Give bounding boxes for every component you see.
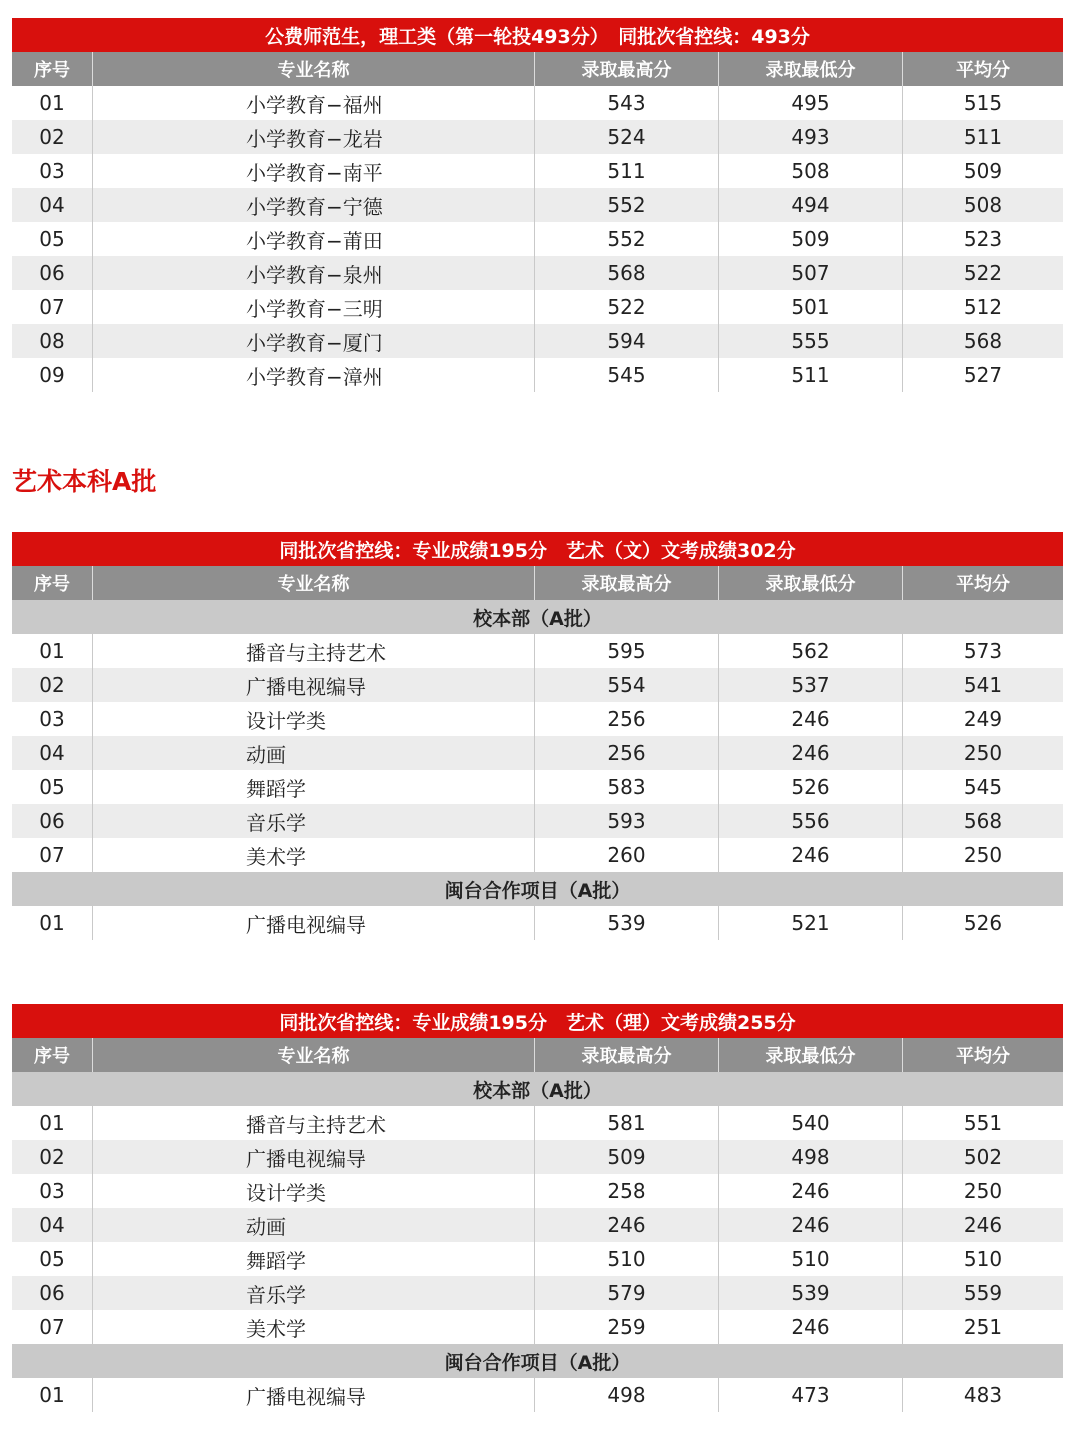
cell-index: 09 (39, 363, 65, 387)
cell-min: 510 (718, 1242, 902, 1276)
header-index: 序号 (34, 574, 70, 595)
cell-major: 动画 (92, 1208, 534, 1242)
cell-index: 07 (39, 295, 65, 319)
cell-avg: 523 (902, 222, 1063, 256)
cell-max: 594 (534, 324, 718, 358)
header-max: 录取最高分 (534, 1038, 718, 1072)
cell-max: 552 (534, 188, 718, 222)
header-min: 录取最低分 (718, 566, 902, 600)
table-row (12, 668, 1063, 702)
cell-avg: 511 (902, 120, 1063, 154)
cell-major: 小学教育−三明 (92, 290, 534, 324)
table-banner: 公费师范生，理工类（第一轮投493分） 同批次省控线：493分 (12, 18, 1063, 52)
cell-min: 539 (718, 1276, 902, 1310)
group-heading: 校本部（A批） (12, 600, 1063, 634)
table-row (12, 222, 1063, 256)
cell-min: 562 (718, 634, 902, 668)
table-row (12, 154, 1063, 188)
cell-major: 舞蹈学 (92, 1242, 534, 1276)
cell-index: 07 (39, 843, 65, 867)
cell-avg: 251 (902, 1310, 1063, 1344)
cell-index: 06 (39, 261, 65, 285)
table-row (12, 702, 1063, 736)
cell-max: 510 (534, 1242, 718, 1276)
cell-index: 05 (39, 775, 65, 799)
cell-major: 音乐学 (92, 804, 534, 838)
cell-avg: 509 (902, 154, 1063, 188)
cell-index: 01 (39, 91, 65, 115)
cell-avg: 559 (902, 1276, 1063, 1310)
cell-max: 545 (534, 358, 718, 392)
cell-index: 02 (39, 673, 65, 697)
table-row (12, 906, 1063, 940)
cell-avg: 483 (902, 1378, 1063, 1412)
cell-min: 498 (718, 1140, 902, 1174)
cell-major: 小学教育−龙岩 (92, 120, 534, 154)
table-row (12, 736, 1063, 770)
table-row (12, 1310, 1063, 1344)
cell-major: 设计学类 (92, 702, 534, 736)
cell-min: 246 (718, 1310, 902, 1344)
cell-major: 播音与主持艺术 (92, 634, 534, 668)
cell-index: 02 (39, 125, 65, 149)
table-row (12, 256, 1063, 290)
cell-min: 501 (718, 290, 902, 324)
cell-major: 小学教育−南平 (92, 154, 534, 188)
cell-min: 511 (718, 358, 902, 392)
header-avg: 平均分 (902, 1038, 1063, 1072)
cell-max: 579 (534, 1276, 718, 1310)
cell-major: 音乐学 (92, 1276, 534, 1310)
table-banner: 同批次省控线：专业成绩195分 艺术（理）文考成绩255分 (12, 1004, 1063, 1038)
cell-avg: 502 (902, 1140, 1063, 1174)
cell-min: 526 (718, 770, 902, 804)
cell-max: 498 (534, 1378, 718, 1412)
table-row (12, 770, 1063, 804)
cell-avg: 522 (902, 256, 1063, 290)
cell-max: 258 (534, 1174, 718, 1208)
cell-major: 舞蹈学 (92, 770, 534, 804)
cell-avg: 515 (902, 86, 1063, 120)
section-title: 艺术本科A批 (12, 467, 157, 496)
header-max: 录取最高分 (534, 566, 718, 600)
table-header-row (12, 566, 1063, 600)
cell-min: 246 (718, 736, 902, 770)
header-min: 录取最低分 (718, 52, 902, 86)
table-row (12, 1174, 1063, 1208)
table-row (12, 634, 1063, 668)
cell-max: 595 (534, 634, 718, 668)
table-row (12, 120, 1063, 154)
cell-min: 246 (718, 702, 902, 736)
cell-max: 581 (534, 1106, 718, 1140)
cell-index: 03 (39, 1179, 65, 1203)
cell-max: 568 (534, 256, 718, 290)
cell-avg: 568 (902, 324, 1063, 358)
cell-index: 01 (39, 1383, 65, 1407)
table-row (12, 1208, 1063, 1242)
table-teacher-training (12, 18, 1063, 392)
cell-max: 522 (534, 290, 718, 324)
table-header-row (12, 1038, 1063, 1072)
header-max: 录取最高分 (534, 52, 718, 86)
cell-min: 556 (718, 804, 902, 838)
cell-index: 04 (39, 1213, 65, 1237)
cell-min: 540 (718, 1106, 902, 1140)
header-index: 序号 (34, 1046, 70, 1067)
cell-max: 554 (534, 668, 718, 702)
cell-avg: 573 (902, 634, 1063, 668)
cell-major: 美术学 (92, 1310, 534, 1344)
cell-min: 493 (718, 120, 902, 154)
cell-index: 05 (39, 1247, 65, 1271)
cell-max: 552 (534, 222, 718, 256)
cell-avg: 246 (902, 1208, 1063, 1242)
cell-avg: 551 (902, 1106, 1063, 1140)
cell-max: 259 (534, 1310, 718, 1344)
cell-max: 539 (534, 906, 718, 940)
table-row (12, 358, 1063, 392)
cell-index: 01 (39, 1111, 65, 1135)
table-row (12, 324, 1063, 358)
group-heading: 闽台合作项目（A批） (12, 872, 1063, 906)
table-row (12, 804, 1063, 838)
cell-min: 537 (718, 668, 902, 702)
cell-index: 04 (39, 193, 65, 217)
table-header-row (12, 52, 1063, 86)
cell-major: 小学教育−泉州 (92, 256, 534, 290)
cell-major: 播音与主持艺术 (92, 1106, 534, 1140)
header-avg: 平均分 (902, 566, 1063, 600)
cell-avg: 527 (902, 358, 1063, 392)
cell-max: 583 (534, 770, 718, 804)
header-major: 专业名称 (92, 52, 534, 86)
cell-max: 256 (534, 736, 718, 770)
table-row (12, 290, 1063, 324)
cell-min: 507 (718, 256, 902, 290)
header-min: 录取最低分 (718, 1038, 902, 1072)
cell-max: 509 (534, 1140, 718, 1174)
cell-min: 508 (718, 154, 902, 188)
cell-major: 动画 (92, 736, 534, 770)
cell-avg: 541 (902, 668, 1063, 702)
cell-min: 473 (718, 1378, 902, 1412)
cell-major: 美术学 (92, 838, 534, 872)
cell-major: 小学教育−漳州 (92, 358, 534, 392)
cell-avg: 250 (902, 1174, 1063, 1208)
table-row (12, 188, 1063, 222)
header-avg: 平均分 (902, 52, 1063, 86)
cell-index: 06 (39, 1281, 65, 1305)
cell-index: 05 (39, 227, 65, 251)
table-row (12, 1276, 1063, 1310)
cell-min: 555 (718, 324, 902, 358)
cell-avg: 512 (902, 290, 1063, 324)
cell-index: 04 (39, 741, 65, 765)
cell-min: 246 (718, 838, 902, 872)
cell-index: 02 (39, 1145, 65, 1169)
cell-max: 246 (534, 1208, 718, 1242)
cell-min: 521 (718, 906, 902, 940)
cell-major: 小学教育−福州 (92, 86, 534, 120)
table-art-science (12, 1004, 1063, 1412)
cell-avg: 545 (902, 770, 1063, 804)
table-art-liberal (12, 532, 1063, 940)
cell-max: 543 (534, 86, 718, 120)
cell-major: 小学教育−宁德 (92, 188, 534, 222)
table-row (12, 86, 1063, 120)
cell-max: 256 (534, 702, 718, 736)
cell-max: 260 (534, 838, 718, 872)
cell-max: 511 (534, 154, 718, 188)
cell-max: 593 (534, 804, 718, 838)
cell-index: 03 (39, 707, 65, 731)
table-row (12, 1106, 1063, 1140)
table-row (12, 838, 1063, 872)
cell-max: 524 (534, 120, 718, 154)
cell-min: 494 (718, 188, 902, 222)
cell-avg: 568 (902, 804, 1063, 838)
table-row (12, 1378, 1063, 1412)
cell-major: 小学教育−莆田 (92, 222, 534, 256)
cell-major: 广播电视编导 (92, 1140, 534, 1174)
cell-avg: 250 (902, 736, 1063, 770)
cell-index: 03 (39, 159, 65, 183)
cell-major: 设计学类 (92, 1174, 534, 1208)
group-heading: 校本部（A批） (12, 1072, 1063, 1106)
cell-major: 小学教育−厦门 (92, 324, 534, 358)
cell-min: 495 (718, 86, 902, 120)
header-index: 序号 (34, 60, 70, 81)
cell-min: 509 (718, 222, 902, 256)
cell-avg: 508 (902, 188, 1063, 222)
cell-index: 07 (39, 1315, 65, 1339)
cell-min: 246 (718, 1174, 902, 1208)
cell-avg: 526 (902, 906, 1063, 940)
cell-index: 06 (39, 809, 65, 833)
cell-index: 01 (39, 911, 65, 935)
cell-index: 01 (39, 639, 65, 663)
cell-avg: 510 (902, 1242, 1063, 1276)
cell-index: 08 (39, 329, 65, 353)
group-heading: 闽台合作项目（A批） (12, 1344, 1063, 1378)
cell-avg: 250 (902, 838, 1063, 872)
cell-major: 广播电视编导 (92, 906, 534, 940)
cell-min: 246 (718, 1208, 902, 1242)
table-banner: 同批次省控线：专业成绩195分 艺术（文）文考成绩302分 (12, 532, 1063, 566)
header-major: 专业名称 (92, 566, 534, 600)
table-row (12, 1242, 1063, 1276)
cell-major: 广播电视编导 (92, 668, 534, 702)
header-major: 专业名称 (92, 1038, 534, 1072)
cell-avg: 249 (902, 702, 1063, 736)
cell-major: 广播电视编导 (92, 1378, 534, 1412)
table-row (12, 1140, 1063, 1174)
